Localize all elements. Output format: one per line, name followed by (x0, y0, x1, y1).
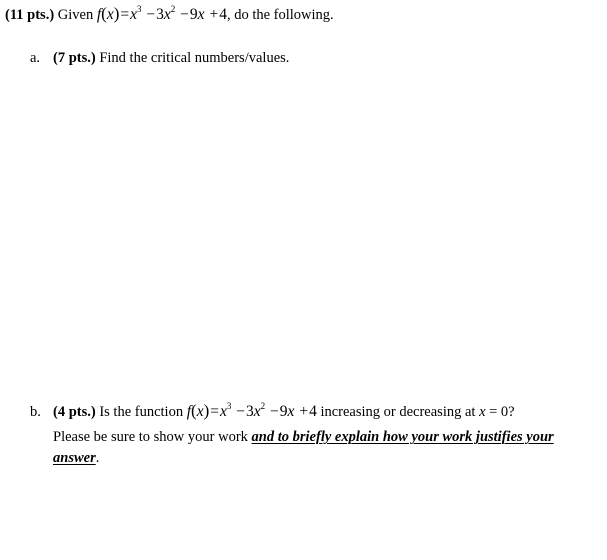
part-b-text-before: Is the function (99, 404, 184, 420)
function-expression: $f(x)=x^3 -3x^2 -9x +4$ (96, 4, 227, 23)
part-b-instruction-emphasis: and to briefly explain how your work justifies your (251, 429, 554, 445)
part-b-at-equals: = 0? (489, 404, 515, 420)
part-b-at-variable: x (479, 404, 486, 420)
part-a-points: (7 pts.) (53, 50, 96, 66)
problem-points: (11 pts.) (5, 7, 55, 23)
part-b-instruction-plain: Please be sure to show your work (53, 429, 248, 445)
part-b-instruction-continuation (53, 449, 99, 467)
part-a-text: Find the critical numbers/values. (99, 50, 290, 66)
part-b-points: (4 pts.) (53, 404, 96, 420)
part-b-function-expression: $f(x)=x^3 -3x^2 -9x +4$ (186, 401, 317, 420)
part-b-text-after: increasing or decreasing at (320, 404, 476, 420)
part-b-answer-emphasis: answer (53, 450, 96, 466)
part-b-label: b. (30, 404, 41, 420)
part-b-period: . (95, 450, 100, 466)
part-a-question (30, 49, 289, 67)
part-b-question (30, 402, 515, 421)
given-text: Given (57, 7, 94, 23)
problem-header (5, 5, 334, 24)
part-b-instruction-line (53, 428, 554, 446)
part-a-label: a. (30, 50, 41, 66)
header-suffix: , do the following. (226, 7, 334, 23)
